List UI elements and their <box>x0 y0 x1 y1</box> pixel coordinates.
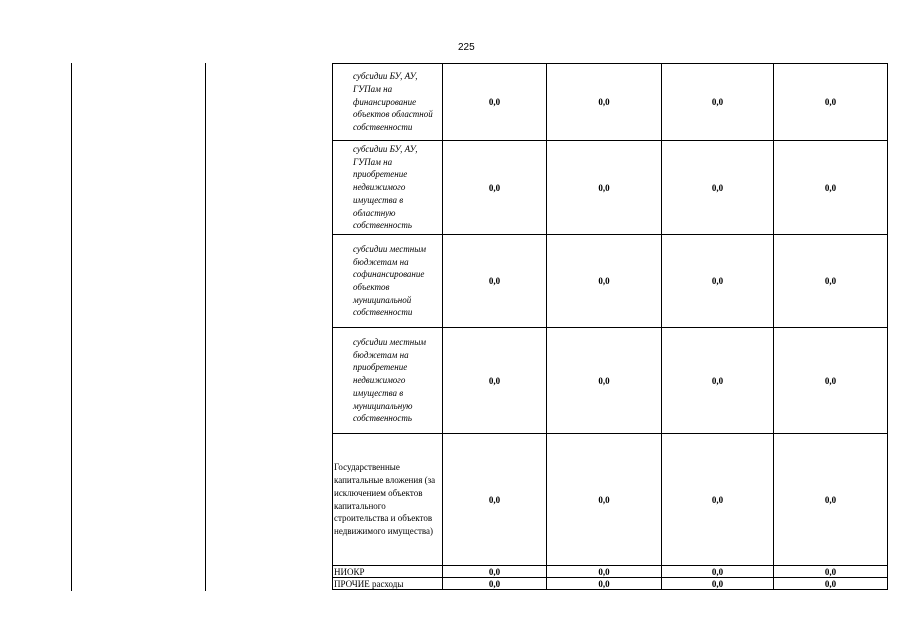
value-cell: 0,0 <box>774 64 888 141</box>
table-row <box>333 578 888 590</box>
row-label: субсидии местным бюджетам на софинансирование объектов муниципальной собственности <box>333 235 443 328</box>
value-cell: 0,0 <box>547 578 662 590</box>
value-cell: 0,0 <box>547 64 662 141</box>
value-cell: 0,0 <box>774 578 888 590</box>
value-cell: 0,0 <box>547 235 662 328</box>
left-column-border-1 <box>71 63 72 591</box>
row-label: субсидии БУ, АУ, ГУПам на приобретение недвижимого имущества в областную собственность <box>333 141 443 235</box>
table-row <box>333 566 888 578</box>
table-row <box>333 64 888 141</box>
value-cell: 0,0 <box>774 566 888 578</box>
value-cell: 0,0 <box>662 141 774 235</box>
value-cell: 0,0 <box>547 328 662 434</box>
value-cell: 0,0 <box>662 328 774 434</box>
value-cell: 0,0 <box>547 566 662 578</box>
value-cell: 0,0 <box>662 235 774 328</box>
table-row <box>333 141 888 235</box>
row-label: субсидии БУ, АУ, ГУПам на финансирование объектов областной собственности <box>333 64 443 141</box>
value-cell: 0,0 <box>774 235 888 328</box>
table-row <box>333 328 888 434</box>
value-cell: 0,0 <box>443 141 547 235</box>
row-label: ПРОЧИЕ расходы <box>333 578 443 590</box>
value-cell: 0,0 <box>443 578 547 590</box>
row-label: субсидии местным бюджетам на приобретение недвижимого имущества в муниципальную собственность <box>333 328 443 434</box>
value-cell: 0,0 <box>662 578 774 590</box>
value-cell: 0,0 <box>774 434 888 566</box>
value-cell: 0,0 <box>662 434 774 566</box>
value-cell: 0,0 <box>547 434 662 566</box>
value-cell: 0,0 <box>547 141 662 235</box>
value-cell: 0,0 <box>443 64 547 141</box>
table-row <box>333 235 888 328</box>
value-cell: 0,0 <box>443 328 547 434</box>
row-label: НИОКР <box>333 566 443 578</box>
value-cell: 0,0 <box>443 566 547 578</box>
row-label: Государственные капитальные вложения (за исключением объектов капитального строительства и объектов недвижимого имущества) <box>333 434 443 566</box>
left-column-border-2 <box>205 63 206 591</box>
page-number: 225 <box>458 42 475 53</box>
value-cell: 0,0 <box>662 566 774 578</box>
table-row <box>333 434 888 566</box>
value-cell: 0,0 <box>774 141 888 235</box>
value-cell: 0,0 <box>774 328 888 434</box>
value-cell: 0,0 <box>443 434 547 566</box>
expenditure-table <box>332 63 888 590</box>
value-cell: 0,0 <box>662 64 774 141</box>
value-cell: 0,0 <box>443 235 547 328</box>
